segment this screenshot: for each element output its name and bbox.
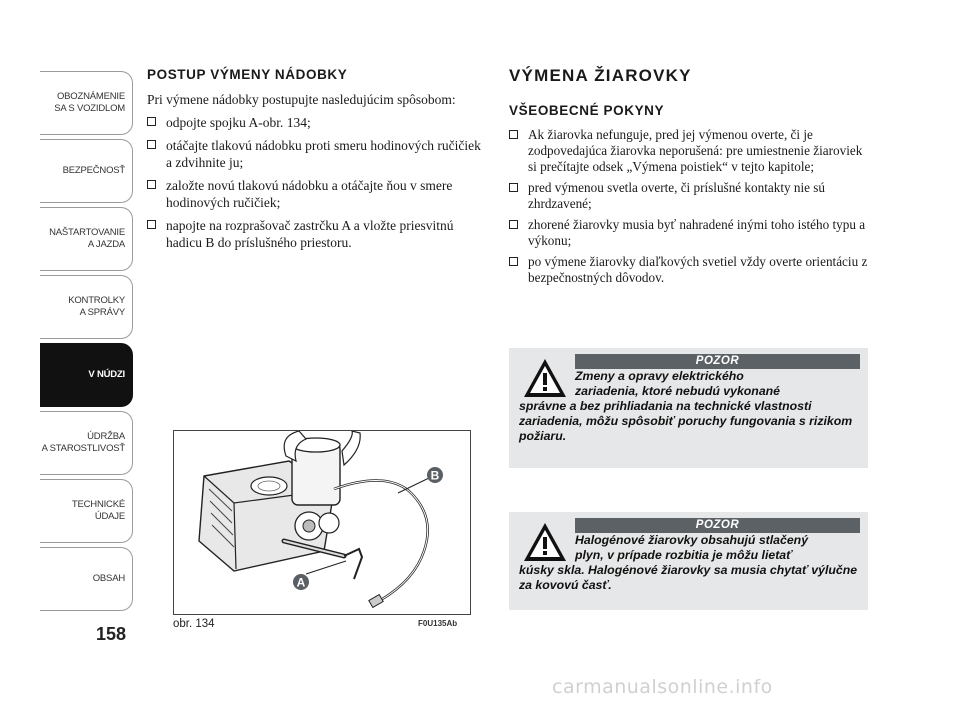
checkbox-bullet-icon [509,130,518,139]
step-text: napojte na rozprašovač zastrčku A a vložte priesvitnú hadicu B do príslušného priestoru. [166,218,454,250]
list-item [147,217,482,251]
step-text: založte novú tlakovú nádobku a otáčajte ňou v smere hodinových ručičiek; [166,178,453,210]
warning-box [509,512,868,610]
checkbox-bullet-icon [509,257,518,266]
item-text: zhorené žiarovky musia byť nahradené inými toho istého typu a výkonu; [528,217,866,248]
procedure-section [147,67,482,257]
list-item [509,217,869,249]
checkbox-bullet-icon [147,220,156,229]
tab-nastartovanie[interactable]: NAŠTARTOVANIE A JAZDA [40,207,133,271]
bulb-section [509,66,869,291]
tab-obsah[interactable]: OBSAH [40,547,133,611]
warning-text [509,512,868,601]
tab-kontrolky[interactable]: KONTROLKY A SPRÁVY [40,275,133,339]
warning-line: zariadenia, ktoré nebudú vykonané [575,384,781,398]
warning-label: POZOR [575,354,860,369]
list-item [147,137,482,171]
callout-b-label: B [430,468,440,483]
page-number: 158 [96,624,127,644]
watermark: carmanualsonline.info [552,676,773,698]
list-item [509,180,869,212]
list-item [147,177,482,211]
procedure-heading: POSTUP VÝMENY NÁDOBKY [147,67,348,82]
subheading: VŠEOBECNÉ POKYNY [509,103,665,118]
list-item [509,127,869,175]
warning-box [509,348,868,468]
warning-line: Zmeny a opravy elektrického [575,369,744,383]
warning-text [509,348,868,452]
figure-caption: obr. 134 [173,618,215,630]
tab-oboznamenie[interactable]: OBOZNÁMENIE SA S VOZIDLOM [40,71,133,135]
warning-label: POZOR [575,518,860,533]
list-item [509,254,869,286]
procedure-intro: Pri výmene nádobky postupujte nasledujúcim spôsobom: [147,92,456,107]
warning-rest: správne a bez prihliadania na technické vlastnosti zariadenia, môžu spôsobiť poruchy fungovania s rizikom požiaru. [519,399,853,443]
item-text: po výmene žiarovky diaľkových svetiel vždy overte orientáciu z bezpečnostných dôvodov. [528,254,868,285]
item-text: pred výmenou svetla overte, či príslušné kontakty nie sú zhrdzavené; [528,180,826,211]
callout-a-label: A [296,575,306,590]
checkbox-bullet-icon [147,140,156,149]
figure-compressor [173,430,471,615]
checkbox-bullet-icon [509,183,518,192]
checkbox-bullet-icon [509,220,518,229]
procedure-steps [147,114,482,251]
compressor-illustration [174,431,471,615]
tab-technicke-udaje[interactable]: TECHNICKÉ ÚDAJE [40,479,133,543]
warning-line: plyn, v prípade rozbitia je môžu lietať [575,548,793,562]
tab-bezpecnost[interactable]: BEZPEČNOSŤ [40,139,133,203]
figure-code: F0U135Ab [418,619,458,628]
warning-rest: kúsky skla. Halogénové žiarovky sa musia chytať výlučne za kovovú časť. [519,563,858,592]
list-item [147,114,482,131]
item-text: Ak žiarovka nefunguje, pred jej výmenou overte, či je zodpovedajúca žiarovka neporušená: pre umiestnenie žiaroviek si prečítajte odsek „Výmena poistiek“ v tejto kapitole; [528,127,863,174]
checkbox-bullet-icon [147,180,156,189]
tab-v-nudzi[interactable]: V NÚDZI [40,343,133,407]
step-text: otáčajte tlakovú nádobku proti smeru hodinových ručičiek a zdvihnite ju; [166,138,481,170]
general-instructions [509,127,869,286]
tab-udrzba[interactable]: ÚDRŽBA A STAROSTLIVOSŤ [40,411,133,475]
section-title: VÝMENA ŽIAROVKY [509,66,692,85]
warning-line: Halogénové žiarovky obsahujú stlačený [575,533,809,547]
step-text: odpojte spojku A-obr. 134; [166,115,311,130]
checkbox-bullet-icon [147,117,156,126]
